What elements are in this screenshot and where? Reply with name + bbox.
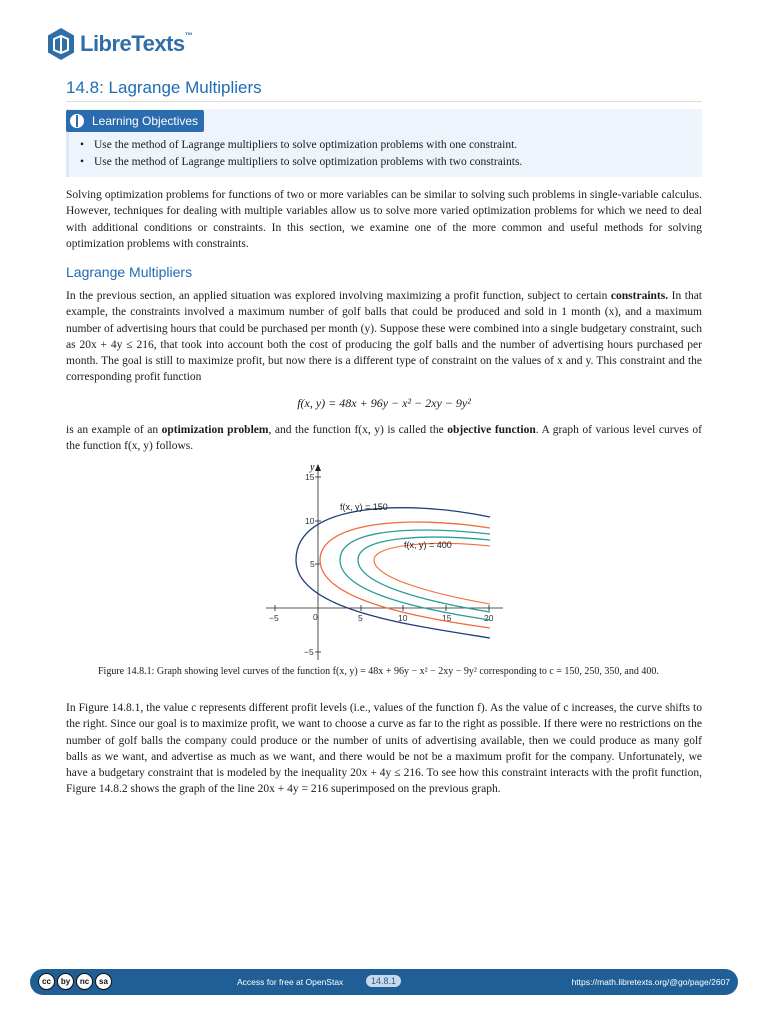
openstax-access-link[interactable]: Access for free at OpenStax xyxy=(237,977,344,987)
paragraph-budget: In Figure 14.8.1, the value c represents different profit levels (i.e., values of the function f). As the value of c increases, the curve shifts to the right. Since our goal is to maximize profit, we want to choose a curve as far to the right as possible. If there were no restrictions on the number of golf balls the company could produce or the number of units of advertising available, then we could produce as many golf balls as we want, and advertise as much as we want, and there would be not be a maximum profit for the company. Unfortunately, we have a budgetary constraint that is modeled by the inequality 20x + 4y ≤ 216. To see how this constraint interacts with the profit function, Figure 14.8.2 shows the graph of the line 20x + 4y = 216 superimposed on the previous graph. xyxy=(66,702,702,796)
learning-objectives-list xyxy=(80,137,522,170)
y-tick: 15 xyxy=(305,472,315,482)
curve-label-150: f(x, y) = 150 xyxy=(340,502,388,512)
title-divider xyxy=(66,101,702,102)
libretexts-logo-icon xyxy=(46,27,76,61)
list-item: • Use the method of Lagrange multipliers to solve optimization problems with two constraints. xyxy=(80,154,522,171)
x-tick: 20 xyxy=(484,613,494,623)
page-title: 14.8: Lagrange Multipliers xyxy=(66,78,262,97)
level-curve-inner xyxy=(374,543,490,604)
level-curve-150 xyxy=(296,508,490,638)
y-axis-label: y xyxy=(310,462,315,473)
figure-caption: Figure 14.8.1: Graph showing level curves of the function f(x, y) = 48x + 96y − x² − 2xy − 9y² corresponding to c = 150, 250, 350, and 400. xyxy=(98,666,659,677)
libretexts-logo[interactable] xyxy=(46,27,192,61)
section-heading: Lagrange Multipliers xyxy=(66,264,193,280)
learning-objectives-title: Learning Objectives xyxy=(92,114,199,128)
paragraph-objective: is an example of an optimization problem, and the function f(x, y) is called the objective function. A graph of various level curves of the function f(x, y) follows. xyxy=(66,424,702,453)
x-tick: 10 xyxy=(398,613,408,623)
intro-paragraph: Solving optimization problems for functions of two or more variables can be similar to solving such problems in single-variable calculus. However, techniques for dealing with multiple variables allow us to solve more varied optimization problems for which we need to deal with additional conditions or constraints. In this section, we examine one of the more common and useful methods for solving optimization problems with constraints. xyxy=(66,189,702,250)
list-item: • Use the method of Lagrange multipliers to solve optimization problems with one constraint. xyxy=(80,137,522,154)
level-curves-graph xyxy=(258,460,508,660)
x-tick: −5 xyxy=(269,613,279,623)
page-number-badge: 14.8.1 xyxy=(366,975,401,987)
learning-objectives-header xyxy=(66,110,204,132)
x-tick: 0 xyxy=(313,612,318,622)
y-tick: −5 xyxy=(304,647,314,657)
by-icon: by xyxy=(57,973,74,990)
footer-bar xyxy=(30,969,738,995)
page-url-link[interactable]: https://math.libretexts.org/@go/page/2607 xyxy=(571,977,730,987)
sa-icon: sa xyxy=(95,973,112,990)
cc-license-icons[interactable] xyxy=(38,973,112,990)
info-icon xyxy=(70,114,84,128)
profit-equation: f(x, y) = 48x + 96y − x² − 2xy − 9y² xyxy=(297,396,471,410)
paragraph-constraints: In the previous section, an applied situation was explored involving maximizing a profit function, subject to certain constraints. In that example, the constraints involved a maximum number of golf balls that could be produced and sold in 1 month (x), and a maximum number of advertising hours that could be purchased per month (y). Suppose these were combined into a single budgetary constraint, such as 20x + 4y ≤ 216, that took into account both the cost of producing the golf balls and the number of advertising hours purchased per month. The goal is still to maximize profit, but now there is a different type of constraint on the values of x and y. This constraint and the corresponding profit function xyxy=(66,290,702,384)
curve-label-400: f(x, y) = 400 xyxy=(404,540,452,550)
y-tick: 10 xyxy=(305,516,315,526)
x-tick: 5 xyxy=(358,613,363,623)
nc-icon: nc xyxy=(76,973,93,990)
x-tick: 15 xyxy=(442,613,452,623)
y-tick: 5 xyxy=(310,559,315,569)
y-axis-arrow xyxy=(315,464,321,471)
logo-text: LibreTexts™ xyxy=(80,31,193,56)
cc-icon: cc xyxy=(38,973,55,990)
